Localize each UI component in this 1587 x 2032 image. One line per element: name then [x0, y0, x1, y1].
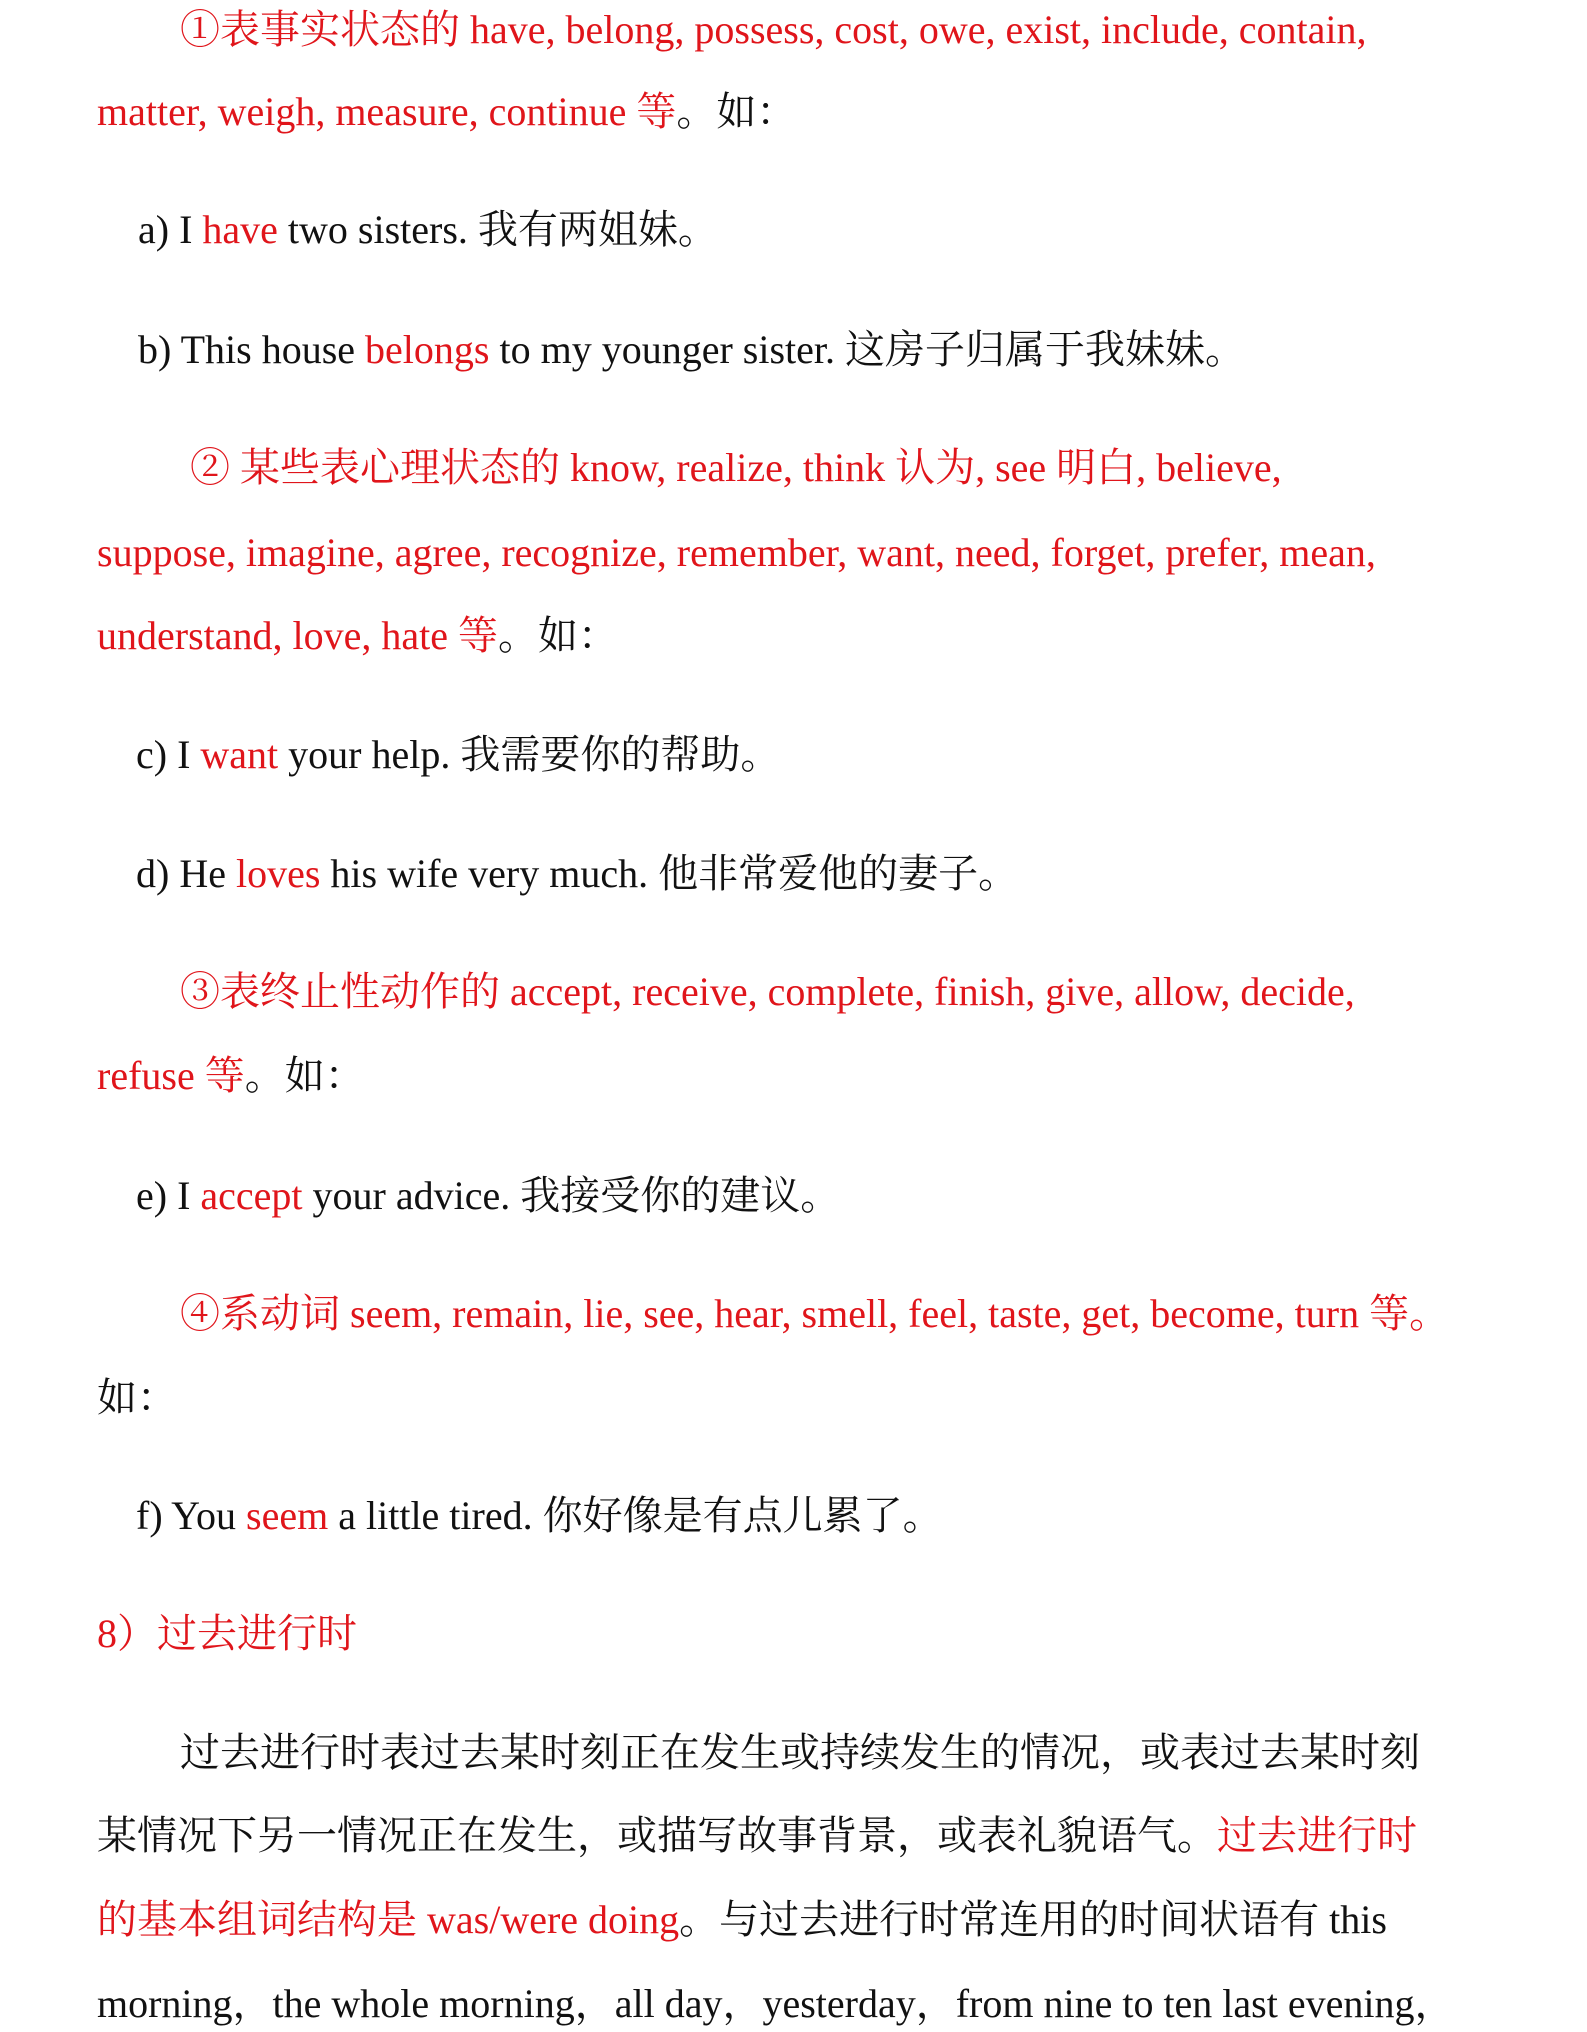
text-line: [97, 1606, 1587, 1662]
body-text: his wife very much. 他非常爱他的妻子。: [320, 851, 1019, 896]
text-line: [138, 202, 1587, 258]
body-text: 。如：: [498, 613, 618, 658]
body-text: to my younger sister. 这房子归属于我妹妹。: [489, 327, 1245, 372]
body-text: 某情况下另一情况正在发生，或描写故事背景，或表礼貌语气。: [97, 1813, 1217, 1858]
text-line: [97, 1370, 1587, 1426]
text-line: [97, 608, 1587, 664]
text-line: [97, 1892, 1587, 1948]
body-text: two sisters. 我有两姐妹。: [277, 207, 718, 252]
text-line: [97, 1976, 1587, 2032]
text-line: [97, 1808, 1587, 1864]
text-line: [97, 84, 1587, 140]
highlighted-text: ② 某些表心理状态的 know, realize, think 认为, see 明白, believe,: [190, 445, 1282, 490]
body-text: morning，the whole morning，all day，yesterday，from nine to ten last evening，: [97, 1981, 1455, 2026]
text-line: [138, 322, 1587, 378]
text-line: [136, 846, 1587, 902]
body-text: 。如：: [244, 1053, 365, 1098]
text-line: [136, 1488, 1587, 1544]
text-line: [190, 440, 1587, 496]
text-line: [180, 2, 1587, 58]
body-text: c) I: [136, 732, 201, 777]
highlighted-text: want: [200, 732, 279, 777]
highlighted-text: 过去进行时: [1217, 1813, 1417, 1858]
text-line: [97, 525, 1587, 581]
highlighted-text: accept: [200, 1173, 303, 1218]
highlighted-text: have: [202, 207, 278, 252]
body-text: your advice. 我接受你的建议。: [302, 1173, 841, 1218]
body-text: a) I: [138, 207, 203, 252]
highlighted-text: understand, love, hate 等: [97, 613, 498, 658]
highlighted-text: loves: [235, 851, 321, 896]
highlighted-text: 8）过去进行时: [97, 1611, 357, 1656]
text-line: [180, 964, 1587, 1020]
highlighted-text: belongs: [365, 327, 490, 372]
body-text: 过去进行时表过去某时刻正在发生或持续发生的情况，或表过去某时刻: [180, 1730, 1420, 1775]
body-text: 如：: [97, 1375, 177, 1420]
body-text: your help. 我需要你的帮助。: [278, 732, 781, 777]
body-text: d) He: [136, 851, 236, 896]
body-text: b) This house: [138, 327, 366, 372]
text-line: [136, 727, 1587, 783]
body-text: a little tired. 你好像是有点儿累了。: [328, 1493, 943, 1538]
text-line: [136, 1168, 1587, 1224]
highlighted-text: 的基本组词结构是 was/were doing: [97, 1897, 680, 1942]
text-line: [97, 1048, 1587, 1104]
text-line: [180, 1286, 1587, 1342]
body-text: 。与过去进行时常连用的时间状语有 this: [679, 1897, 1387, 1942]
highlighted-text: matter, weigh, measure, continue 等: [97, 89, 677, 134]
body-text: f) You: [136, 1493, 247, 1538]
text-line: [180, 1725, 1587, 1781]
highlighted-text: seem: [246, 1493, 329, 1538]
highlighted-text: ④系动词 seem, remain, lie, see, hear, smell, feel, taste, get, become, turn 等。: [180, 1291, 1450, 1336]
highlighted-text: ③表终止性动作的 accept, receive, complete, finish, give, allow, decide,: [180, 969, 1355, 1014]
body-text: e) I: [136, 1173, 201, 1218]
highlighted-text: suppose, imagine, agree, recognize, remember, want, need, forget, prefer, mean,: [97, 530, 1376, 575]
body-text: 。如：: [676, 89, 797, 134]
highlighted-text: ①表事实状态的 have, belong, possess, cost, owe, exist, include, contain,: [180, 7, 1367, 52]
highlighted-text: refuse 等: [97, 1053, 245, 1098]
